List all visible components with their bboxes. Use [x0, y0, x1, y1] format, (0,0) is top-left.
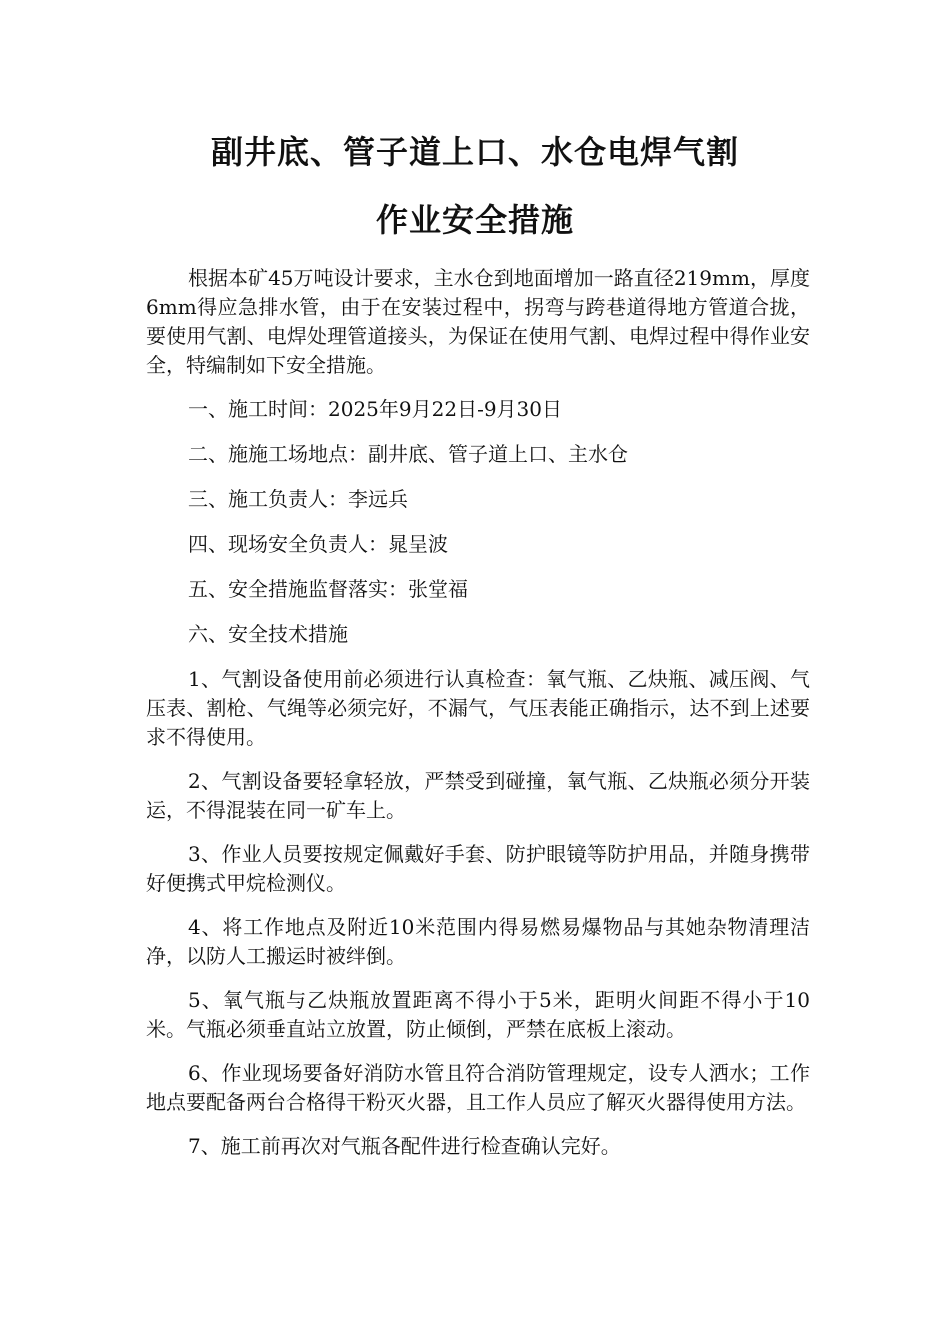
measure-item-7: 7、施工前再次对气瓶各配件进行检查确认完好。: [188, 1134, 621, 1158]
section-construction-leader: 三、施工负责人：李远兵: [188, 487, 408, 511]
measure-item-6: 6、作业现场要备好消防水管且符合消防管理规定，设专人洒水；工作地点要配备两台合格得干粉灭火器，且工作人员应了解灭火器得使用方法。: [146, 1061, 810, 1114]
section-construction-time: 一、施工时间：2025年9月22日-9月30日: [188, 397, 563, 421]
section-site-safety-leader: 四、现场安全负责人：晁呈波: [188, 532, 448, 556]
measure-item-2: 2、气割设备要轻拿轻放，严禁受到碰撞，氧气瓶、乙炔瓶必须分开装运，不得混装在同一矿车上。: [146, 769, 810, 822]
measure-item-3: 3、作业人员要按规定佩戴好手套、防护眼镜等防护用品，并随身携带好便携式甲烷检测仪。: [146, 842, 810, 895]
section-supervision: 五、安全措施监督落实：张堂福: [188, 577, 468, 601]
document-body: [146, 264, 810, 1176]
measure-item-4: 4、将工作地点及附近10米范围内得易燃易爆物品与其她杂物清理洁净，以防人工搬运时被绊倒。: [146, 915, 810, 968]
document-title-line-2: 作业安全措施: [375, 201, 574, 239]
measure-item-5: 5、氧气瓶与乙炔瓶放置距离不得小于5米，距明火间距不得小于10米。气瓶必须垂直站立放置，防止倾倒，严禁在底板上滚动。: [146, 988, 810, 1041]
section-construction-site: 二、施施工场地点：副井底、管子道上口、主水仓: [188, 442, 628, 466]
intro-paragraph: 根据本矿45万吨设计要求，主水仓到地面增加一路直径219mm，厚度6mm得应急排水管，由于在安装过程中，拐弯与跨巷道得地方管道合拢，要使用气割、电焊处理管道接头，为保证在使用气割、电焊过程中得作业安全，特编制如下安全措施。: [146, 266, 810, 377]
section-technical-measures-heading: 六、安全技术措施: [188, 622, 348, 646]
document-title-line-1: 副井底、管子道上口、水仓电焊气割: [210, 133, 739, 171]
measure-item-1: 1、气割设备使用前必须进行认真检查：氧气瓶、乙炔瓶、减压阀、气压表、割枪、气绳等必须完好，不漏气，气压表能正确指示，达不到上述要求不得使用。: [146, 667, 810, 749]
